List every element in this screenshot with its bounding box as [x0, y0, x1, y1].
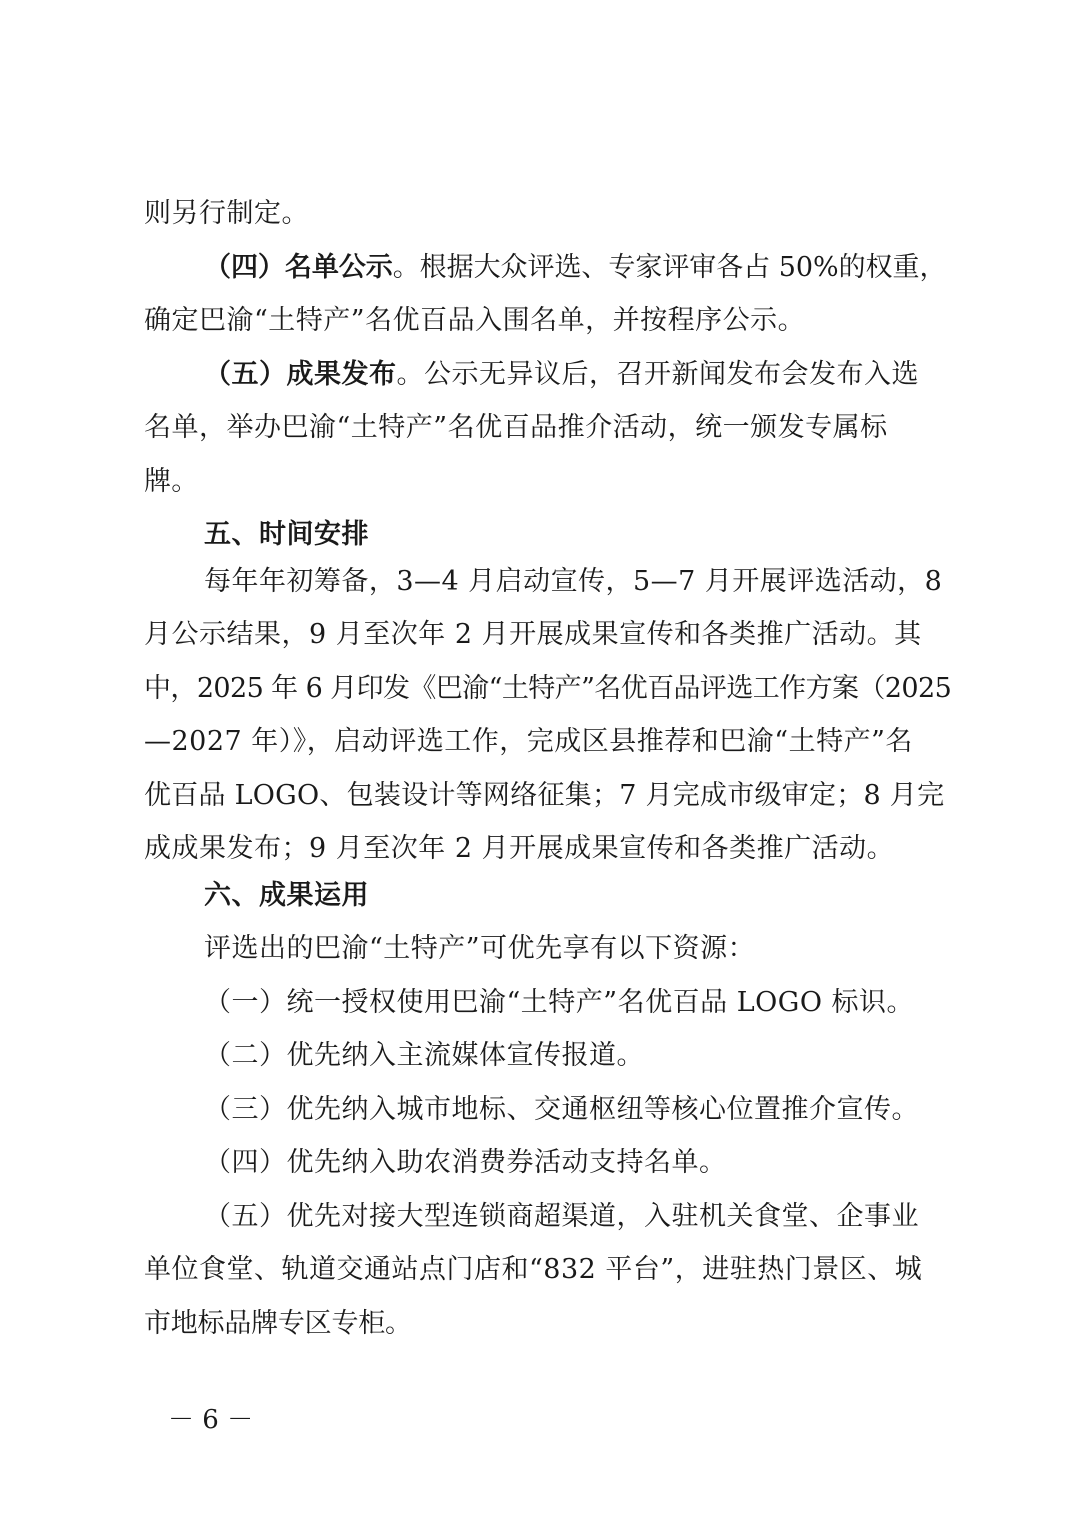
paragraph-line-15: 市地标品牌专区专柜。: [144, 1308, 412, 1339]
paragraph-line-4: （五）成果发布。公示无异议后，召开新闻发布会发布入选: [204, 359, 919, 390]
paragraph-line-3: 确定巴渝“土特产”名优百品入围名单，并按程序公示。: [144, 305, 806, 336]
paragraph-line-9: 中，2025 年 6 月印发《巴渝“土特产”名优百品评选工作方案（2025: [144, 673, 952, 704]
section-heading: 六、成果运用: [204, 880, 369, 911]
section-subtitle: （四）名单公示: [204, 252, 393, 283]
paragraph-line-7: 每年年初筹备，3—4 月启动宣传，5—7 月开展评选活动，8: [204, 566, 943, 597]
paragraph-line-5: 名单，举办巴渝“土特产”名优百品推介活动，统一颁发专属标: [144, 412, 888, 443]
paragraph-line-12: 成成果发布；9 月至次年 2 月开展成果宣传和各类推广活动。: [144, 833, 895, 864]
paragraph-line-2: （四）名单公示。根据大众评选、专家评审各占 50%的权重，: [204, 252, 947, 283]
page-number: － 6 －: [168, 1405, 254, 1435]
section-heading: 五、时间安排: [204, 519, 369, 550]
paragraph-line-6: 牌。: [144, 466, 199, 497]
section-subtitle: （五）成果发布: [204, 359, 397, 390]
paragraph-line-14: 单位食堂、轨道交通站点门店和“832 平台”，进驻热门景区、城: [144, 1254, 923, 1285]
paragraph-line-1: 则另行制定。: [144, 198, 309, 229]
paragraph-line-11: 优百品 LOGO、包装设计等网络征集；7 月完成市级审定；8 月完: [144, 780, 945, 811]
list-item: （四）优先纳入助农消费券活动支持名单。: [204, 1147, 727, 1178]
paragraph-line-10: —2027 年）》，启动评选工作，完成区县推荐和巴渝“土特产”名: [144, 726, 913, 757]
list-item: （五）优先对接大型连锁商超渠道，入驻机关食堂、企事业: [204, 1201, 919, 1232]
list-item: （一）统一授权使用巴渝“土特产”名优百品 LOGO 标识。: [204, 987, 915, 1018]
paragraph-line-13: 评选出的巴渝“土特产”可优先享有以下资源：: [204, 933, 756, 964]
list-item: （二）优先纳入主流媒体宣传报道。: [204, 1040, 644, 1071]
paragraph-line-8: 月公示结果，9 月至次年 2 月开展成果宣传和各类推广活动。其: [144, 619, 922, 650]
list-item: （三）优先纳入城市地标、交通枢纽等核心位置推介宣传。: [204, 1094, 919, 1125]
